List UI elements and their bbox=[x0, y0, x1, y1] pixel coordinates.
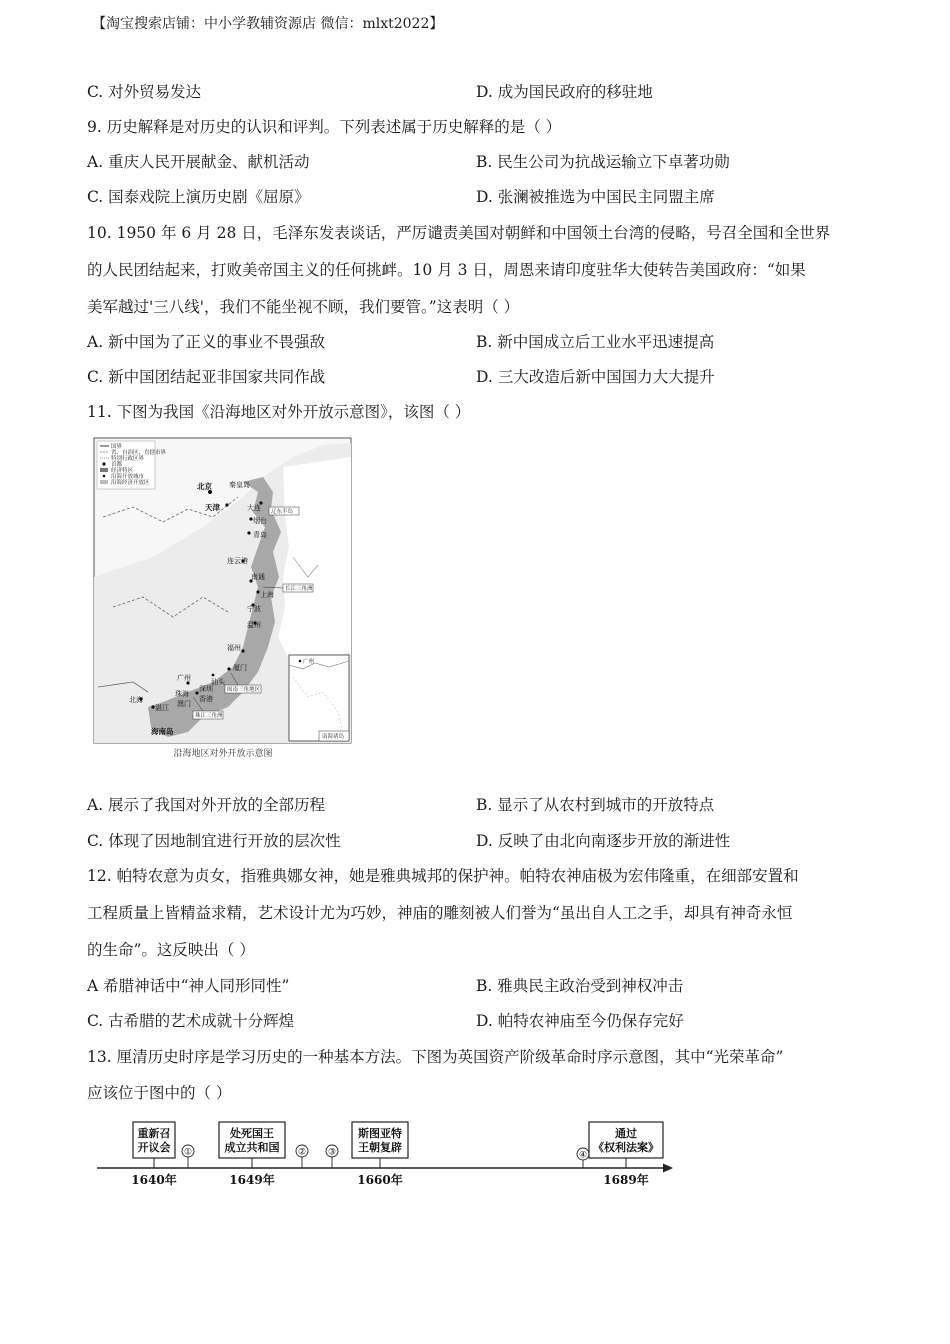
q9-option-d: D. 张澜被推选为中国民主同盟主席 bbox=[476, 188, 715, 206]
q12-option-d: D. 帕特农神庙至今仍保存完好 bbox=[476, 1012, 684, 1030]
q11-option-d: D. 反映了由北向南逐步开放的渐进性 bbox=[476, 832, 731, 850]
q9-option-b: B. 民生公司为抗战运输立下卓著功勋 bbox=[476, 153, 730, 171]
legend-item-4: 经济特区 bbox=[111, 468, 134, 474]
event-3-line2: 王朝复辟 bbox=[358, 1141, 402, 1154]
city-nantong: 南通 bbox=[251, 573, 265, 581]
legend-item-3: 首都 bbox=[111, 462, 123, 468]
q11-stem: 11. 下图为我国《沿海地区对外开放示意图》，该图（ ） bbox=[87, 403, 471, 421]
city-yantai: 烟台 bbox=[253, 517, 267, 525]
q12-stem-line3: 的生命”。这反映出（ ） bbox=[87, 941, 255, 959]
revolution-timeline bbox=[95, 1118, 685, 1193]
marker-3: ③ bbox=[327, 1147, 337, 1158]
city-hongkong: 香港 bbox=[199, 695, 213, 703]
q9-option-a: A. 重庆人民开展献金、献机活动 bbox=[87, 153, 310, 171]
event-2-line1: 处死国王 bbox=[230, 1127, 274, 1140]
q8-option-c: C. 对外贸易发达 bbox=[87, 83, 202, 101]
q8-option-d: D. 成为国民政府的移驻地 bbox=[476, 83, 653, 101]
q12-option-b: B. 雅典民主政治受到神权冲击 bbox=[476, 977, 684, 995]
city-macau: 澳门 bbox=[177, 700, 191, 708]
event-1-line2: 开议会 bbox=[137, 1141, 171, 1154]
legend-item-6: 沿海经济开放区 bbox=[111, 480, 150, 486]
q12-option-a: A 希腊神话中“神人同形同性” bbox=[87, 977, 290, 995]
city-guangzhou: 广州 bbox=[177, 674, 191, 682]
coastal-opening-map bbox=[93, 437, 353, 747]
city-wenzhou: 温州 bbox=[247, 621, 261, 629]
event-2-year: 1649年 bbox=[229, 1173, 275, 1187]
q13-stem-line2: 应该位于图中的（ ） bbox=[87, 1084, 232, 1102]
map-caption: 沿海地区对外开放示意图 bbox=[173, 749, 273, 759]
inset-city: 广州 bbox=[303, 659, 315, 665]
q11-option-a: A. 展示了我国对外开放的全部历程 bbox=[87, 796, 326, 814]
city-ningbo: 宁波 bbox=[247, 605, 261, 613]
marker-4: ④ bbox=[578, 1150, 588, 1161]
legend-item-5: 沿海开放城市 bbox=[111, 474, 145, 480]
city-beihai: 北海 bbox=[129, 696, 143, 704]
city-lianyungang: 连云港 bbox=[227, 557, 248, 565]
region-yangtze-delta: 长江三角洲 bbox=[285, 586, 313, 592]
q12-stem-line2: 工程质量上皆精益求精，艺术设计尤为巧妙，神庙的雕刻被人们誉为“虽出自人工之手，却具有神奇永恒 bbox=[87, 904, 793, 922]
q11-option-b: B. 显示了从农村到城市的开放特点 bbox=[476, 796, 715, 814]
event-2-line2: 成立共和国 bbox=[224, 1141, 280, 1154]
city-beijing: 北京 bbox=[197, 482, 212, 491]
region-liaodong: 辽东半岛 bbox=[271, 509, 294, 515]
legend-item-2: 特别行政区界 bbox=[111, 456, 145, 462]
city-fuzhou: 福州 bbox=[227, 644, 241, 652]
q12-stem-line1: 12. 帕特农意为贞女，指雅典娜女神，她是雅典城邦的保护神。帕特农神庙极为宏伟隆重，在细部安置和 bbox=[87, 867, 799, 885]
city-dalian: 大连 bbox=[247, 504, 261, 512]
page-header-watermark: 【淘宝搜索店铺：中小学教辅资源店 微信：mlxt2022】 bbox=[92, 16, 444, 32]
city-xiamen: 厦门 bbox=[233, 664, 247, 672]
region-pearl-delta: 珠江三角洲 bbox=[195, 713, 223, 719]
event-3-line1: 斯图亚特 bbox=[358, 1127, 402, 1140]
event-3-year: 1660年 bbox=[357, 1173, 403, 1187]
city-shenzhen: 深圳 bbox=[199, 685, 213, 693]
legend-item-0: 国界 bbox=[111, 444, 123, 450]
region-minnan-delta: 闽南三角地区 bbox=[227, 687, 261, 693]
city-qingdao: 青岛 bbox=[253, 531, 267, 539]
q10-option-b: B. 新中国成立后工业水平迅速提高 bbox=[476, 333, 715, 351]
q10-stem-line2: 的人民团结起来，打败美帝国主义的任何挑衅。10 月 3 日，周恩来请印度驻华大使转告美国政府：“如果 bbox=[87, 261, 806, 279]
event-4-year: 1689年 bbox=[603, 1173, 649, 1187]
q10-option-c: C. 新中国团结起亚非国家共同作战 bbox=[87, 368, 326, 386]
event-4-line1: 通过 bbox=[615, 1127, 637, 1140]
city-hainan: 海南岛 bbox=[151, 727, 174, 736]
city-shantou: 汕头 bbox=[211, 678, 225, 686]
q13-stem-line1: 13. 厘清历史时序是学习历史的一种基本方法。下图为英国资产阶级革命时序示意图，其中“光荣革命” bbox=[87, 1048, 784, 1066]
q10-stem-line3: 美军越过'三八线'，我们不能坐视不顾，我们要管。”这表明（ ） bbox=[87, 298, 520, 316]
legend-item-1: 省、自治区、直辖市界 bbox=[111, 450, 167, 456]
city-zhuhai: 珠海 bbox=[175, 690, 189, 698]
city-zhanjiang: 湛江 bbox=[155, 704, 169, 712]
q9-stem: 9. 历史解释是对历史的认识和评判。下列表述属于历史解释的是（ ） bbox=[87, 118, 562, 136]
q10-stem-line1: 10. 1950 年 6 月 28 日，毛泽东发表谈话，严厉谴责美国对朝鲜和中国领土台湾的侵略，号召全国和全世界 bbox=[87, 224, 831, 242]
inset-label: 南海诸岛 bbox=[322, 734, 345, 740]
q9-option-c: C. 国泰戏院上演历史剧《屈原》 bbox=[87, 188, 310, 206]
event-1-year: 1640年 bbox=[131, 1173, 177, 1187]
q12-option-c: C. 古希腊的艺术成就十分辉煌 bbox=[87, 1012, 295, 1030]
q10-option-a: A. 新中国为了正义的事业不畏强敌 bbox=[87, 333, 326, 351]
marker-1: ① bbox=[183, 1147, 193, 1158]
city-shanghai: 上海 bbox=[260, 591, 274, 599]
q10-option-d: D. 三大改造后新中国国力大大提升 bbox=[476, 368, 715, 386]
marker-2: ② bbox=[297, 1147, 307, 1158]
city-qinhuangdao: 秦皇岛 bbox=[229, 481, 250, 489]
city-tianjin: 天津 bbox=[205, 503, 220, 512]
event-1-line1: 重新召 bbox=[137, 1127, 171, 1140]
q11-option-c: C. 体现了因地制宜进行开放的层次性 bbox=[87, 832, 341, 850]
event-4-line2: 《权利法案》 bbox=[593, 1141, 659, 1154]
